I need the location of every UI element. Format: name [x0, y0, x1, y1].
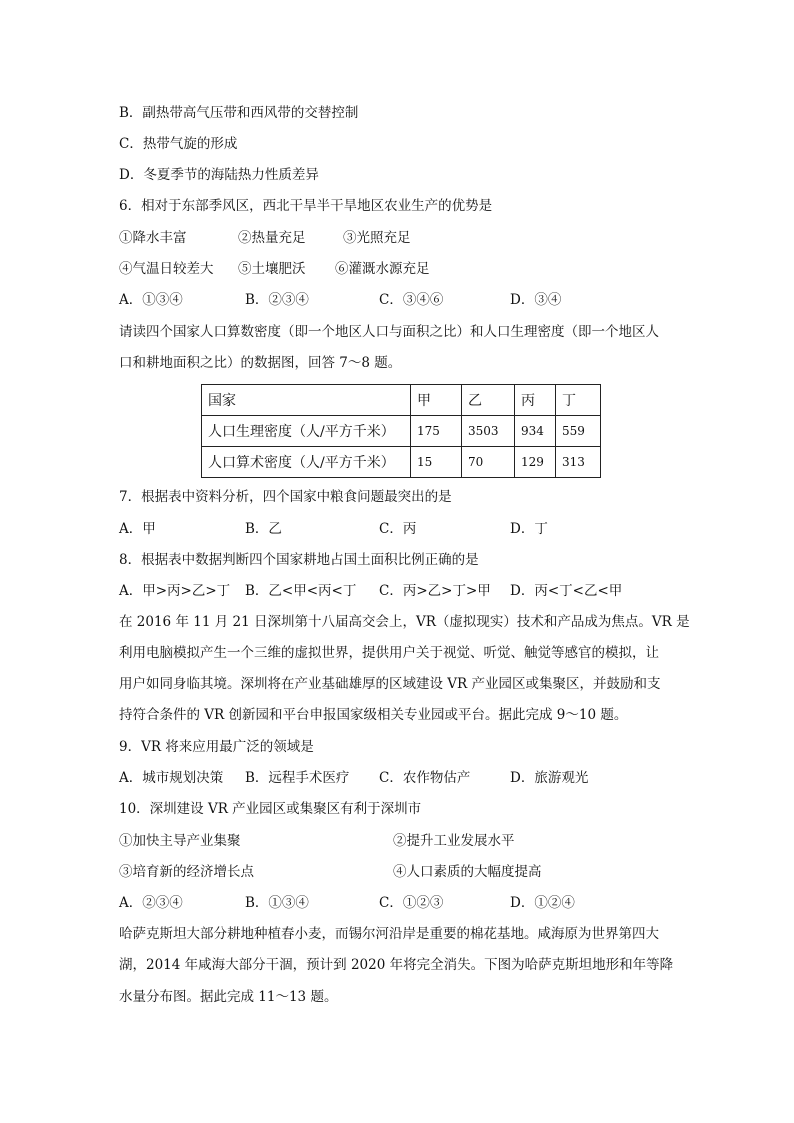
- table-cell: 175: [411, 416, 462, 447]
- q6-items-row1: [119, 228, 679, 248]
- q7-choice-c: C．丙: [379, 521, 417, 537]
- q9-choice-d: D．旅游观光: [510, 770, 589, 786]
- q8-choice-a: A．甲>丙>乙>丁: [119, 583, 231, 599]
- q10-choice-c: C．①②③: [379, 895, 444, 911]
- table-cell: 70: [462, 447, 515, 478]
- q9-stem: 9．VR 将来应用最广泛的领域是: [119, 739, 314, 755]
- passage1-line1: 请读四个国家人口算数密度（即一个地区人口与面积之比）和人口生理密度（即一个地区人: [119, 324, 659, 340]
- q10-item: ③培育新的经济增长点: [119, 864, 254, 880]
- passage2-line3: 用户如同身临其境。深圳将在产业基础雄厚的区域建设 VR 产业园区或集聚区，并鼓励和支: [119, 676, 661, 692]
- passage3-line1: 哈萨克斯坦大部分耕地种植春小麦，而锡尔河沿岸是重要的棉花基地。咸海原为世界第四大: [119, 926, 659, 942]
- table-header-cell: 丁: [556, 385, 601, 416]
- q10-item: ④人口素质的大幅度提高: [393, 864, 542, 880]
- q5-option-d: D．冬夏季节的海陆热力性质差异: [119, 167, 319, 183]
- passage2-line2: 利用电脑模拟产生一个三维的虚拟世界，提供用户关于视觉、听觉、触觉等感官的模拟，让: [119, 645, 659, 661]
- q7-choice-d: D．丁: [510, 521, 548, 537]
- table-header-row: [202, 385, 601, 416]
- q6-item: ⑥灌溉水源充足: [335, 261, 430, 277]
- q6-choice-b: B．②③④: [245, 292, 309, 308]
- q6-item: ①降水丰富: [119, 230, 187, 246]
- q6-items-row2: [119, 259, 679, 279]
- q7-choice-b: B．乙: [245, 521, 282, 537]
- passage1-line2: 口和耕地面积之比）的数据图，回答 7～8 题。: [119, 355, 402, 371]
- q10-items-row2: [119, 862, 679, 882]
- table-cell: 人口生理密度（人/平方千米）: [202, 416, 411, 447]
- q8-choice-b: B．乙<甲<丙<丁: [245, 583, 357, 599]
- table-cell: 129: [515, 447, 556, 478]
- table-header-cell: 乙: [462, 385, 515, 416]
- q7-choices: [119, 519, 679, 539]
- q7-choice-a: A．甲: [119, 521, 156, 537]
- q9-choice-c: C．农作物估产: [379, 770, 471, 786]
- q10-choices: [119, 893, 679, 913]
- table-header-cell: 丙: [515, 385, 556, 416]
- q7-stem: 7．根据表中资料分析，四个国家中粮食问题最突出的是: [119, 489, 452, 505]
- q10-item: ②提升工业发展水平: [393, 833, 515, 849]
- table-header-cell: 国家: [202, 385, 411, 416]
- q9-choices: [119, 768, 679, 788]
- q6-item: ⑤土壤肥沃: [238, 261, 306, 277]
- passage3-line3: 水量分布图。据此完成 11～13 题。: [119, 989, 338, 1005]
- density-table: [201, 384, 601, 478]
- table-row: [202, 416, 601, 447]
- q5-option-b: B．副热带高气压带和西风带的交替控制: [119, 105, 359, 121]
- table-header-cell: 甲: [411, 385, 462, 416]
- passage2-line1: 在 2016 年 11 月 21 日深圳第十八届高交会上，VR（虚拟现实）技术和产品成为焦点。VR 是: [119, 614, 690, 630]
- passage3-line2: 湖，2014 年咸海大部分干涸，预计到 2020 年将完全消失。下图为哈萨克斯坦地形和年等降: [119, 957, 674, 973]
- q6-choice-a: A．①③④: [119, 292, 183, 308]
- q10-item: ①加快主导产业集聚: [119, 833, 241, 849]
- passage2-line4: 持符合条件的 VR 创新园和平台申报国家级相关专业园或平台。据此完成 9～10 题。: [119, 707, 628, 723]
- table-cell: 人口算术密度（人/平方千米）: [202, 447, 411, 478]
- q6-item: ③光照充足: [343, 230, 411, 246]
- q10-items-row1: [119, 831, 679, 851]
- table-cell: 3503: [462, 416, 515, 447]
- q10-choice-a: A．②③④: [119, 895, 183, 911]
- q8-choice-c: C．丙>乙>丁>甲: [379, 583, 491, 599]
- q6-item: ②热量充足: [238, 230, 306, 246]
- q9-choice-a: A．城市规划决策: [119, 770, 224, 786]
- q6-choice-c: C．③④⑥: [379, 292, 444, 308]
- table-cell: 934: [515, 416, 556, 447]
- q10-choice-b: B．①③④: [245, 895, 309, 911]
- table-cell: 313: [556, 447, 601, 478]
- q6-stem: 6．相对于东部季风区，西北干旱半干旱地区农业生产的优势是: [119, 198, 493, 214]
- q8-stem: 8．根据表中数据判断四个国家耕地占国土面积比例正确的是: [119, 552, 479, 568]
- q10-stem: 10．深圳建设 VR 产业园区或集聚区有利于深圳市: [119, 801, 422, 817]
- q9-choice-b: B．远程手术医疗: [245, 770, 350, 786]
- q8-choice-d: D．丙<丁<乙<甲: [510, 583, 623, 599]
- q5-option-c: C．热带气旋的形成: [119, 136, 238, 152]
- q6-item: ④气温日较差大: [119, 261, 214, 277]
- q6-choices: [119, 290, 679, 310]
- q8-choices: [119, 581, 679, 601]
- q6-choice-d: D．③④: [510, 292, 562, 308]
- table-cell: 15: [411, 447, 462, 478]
- table-cell: 559: [556, 416, 601, 447]
- table-row: [202, 447, 601, 478]
- q10-choice-d: D．①②④: [510, 895, 575, 911]
